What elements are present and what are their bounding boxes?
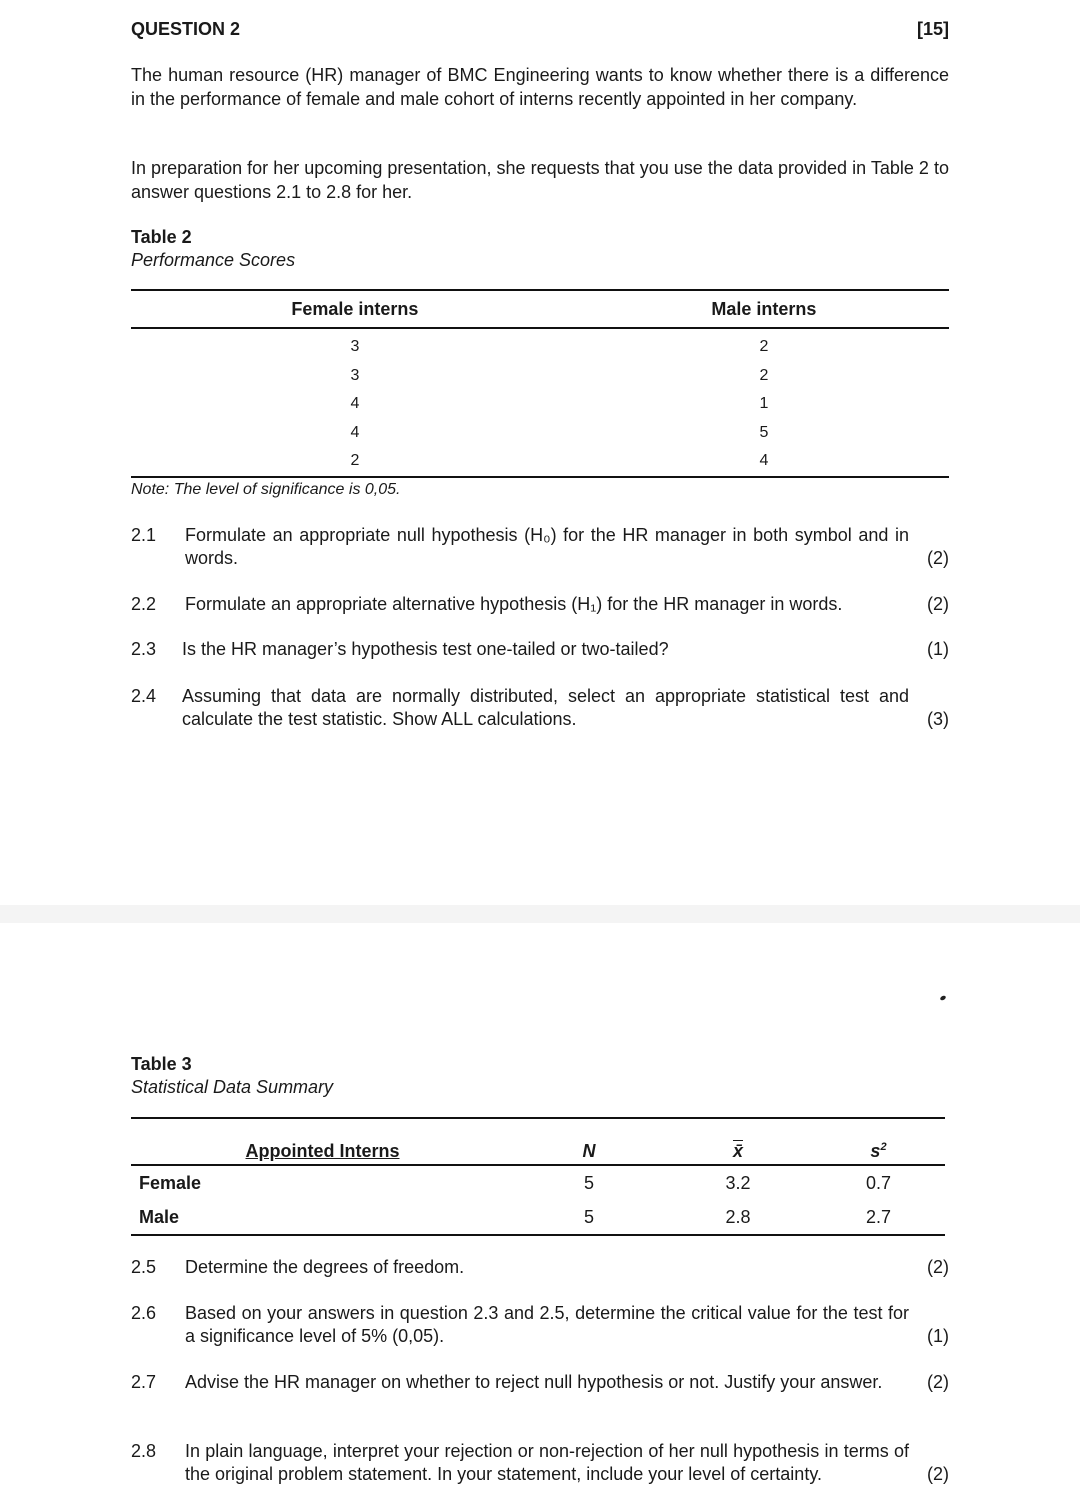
question-text: Formulate an appropriate alternative hypothesis (H₁) for the HR manager in words. <box>185 594 843 614</box>
table3-header-n: N <box>514 1118 664 1165</box>
question-marks: (2) <box>927 1257 949 1277</box>
question-item-2-7 <box>131 1371 949 1394</box>
question-text: Formulate an appropriate null hypothesis (H₀) for the HR manager in both symbol and in words. <box>185 525 909 568</box>
question-number: 2.3 <box>131 639 157 659</box>
table3-caption: Statistical Data Summary <box>131 1077 334 1097</box>
table-row <box>131 447 949 477</box>
table-row <box>131 419 949 448</box>
question-marks: (1) <box>927 639 949 659</box>
question-marks: (2) <box>927 594 949 614</box>
variance-symbol: s <box>870 1141 881 1161</box>
table2-header-female: Female interns <box>131 290 579 328</box>
question-text: Determine the degrees of freedom. <box>185 1257 465 1277</box>
table-cell: 2.8 <box>664 1200 812 1235</box>
table-cell: 2 <box>759 366 769 384</box>
statistical-summary-table <box>131 1117 945 1236</box>
table3-label: Table 3 <box>131 1054 192 1074</box>
question-number: 2.7 <box>131 1372 157 1392</box>
table-cell: Male <box>131 1200 514 1235</box>
table-row <box>131 1165 945 1200</box>
table-cell: 5 <box>583 1172 594 1193</box>
question-header <box>131 19 949 40</box>
question-item-2-1 <box>131 524 949 570</box>
question-item-2-4 <box>131 685 949 731</box>
table-cell: 2 <box>759 338 769 356</box>
question-marks: (2) <box>927 1372 949 1392</box>
performance-scores-table <box>131 289 949 478</box>
page-divider <box>0 905 1080 923</box>
question-number: 2.4 <box>131 686 157 706</box>
question-item-2-8 <box>131 1440 949 1486</box>
question-number: 2.2 <box>131 594 157 614</box>
table-cell: 4 <box>350 423 360 441</box>
question-marks: (2) <box>927 1464 949 1484</box>
table2-caption: Performance Scores <box>131 250 296 270</box>
question-text: In plain language, interpret your rejection or non-rejection of her null hypothesis in terms of the original problem statement. In your statement, include your level of certainty. <box>185 1441 909 1484</box>
table-cell: 5 <box>514 1200 664 1235</box>
table3-header-mean <box>664 1118 812 1165</box>
table-cell: 4 <box>579 447 949 477</box>
question-text: Assuming that data are normally distributed, select an appropriate statistical test and calculate the test statistic. Show ALL calculations. <box>182 686 909 729</box>
question-item-2-2 <box>131 593 949 616</box>
table2-label: Table 2 <box>131 227 192 247</box>
table-cell: Female <box>139 1172 202 1193</box>
mean-symbol: x̄ <box>732 1141 743 1161</box>
question-item-2-3 <box>131 638 949 661</box>
question-number: 2.8 <box>131 1441 157 1461</box>
question-number: 2.5 <box>131 1257 157 1277</box>
question-item-2-6 <box>131 1302 949 1348</box>
question-marks: (3) <box>927 709 949 729</box>
question-title: QUESTION 2 <box>131 19 241 39</box>
table-cell: 2 <box>131 447 579 477</box>
table3-header-group: Appointed Interns <box>131 1118 514 1165</box>
table2-label-block <box>131 226 295 272</box>
table-cell: 2.7 <box>812 1200 945 1235</box>
intro-paragraph-2: In preparation for her upcoming presentation, she requests that you use the data provided in Table 2 to answer questions 2.1 to 2.8 for her. <box>131 158 949 202</box>
table-cell: 5 <box>759 423 769 441</box>
table-cell: 1 <box>759 395 769 413</box>
table-cell: 0.7 <box>865 1172 892 1193</box>
question-marks: (2) <box>927 548 949 568</box>
table3-header-variance <box>812 1118 945 1165</box>
question-marks: (1) <box>927 1326 949 1346</box>
table3-label-block <box>131 1053 333 1099</box>
table-cell: 3.2 <box>725 1172 751 1193</box>
significance-note: Note: The level of significance is 0,05. <box>131 481 401 498</box>
table-row <box>131 328 949 362</box>
question-item-2-5 <box>131 1256 949 1279</box>
intro-paragraph-1: The human resource (HR) manager of BMC Engineering wants to know whether there is a difference in the performance of female and male cohort of interns recently appointed in her company. <box>131 65 949 109</box>
question-number: 2.6 <box>131 1303 157 1323</box>
table-row <box>131 362 949 391</box>
question-number: 2.1 <box>131 525 157 545</box>
question-text: Is the HR manager’s hypothesis test one-tailed or two-tailed? <box>182 639 669 659</box>
table-cell: 3 <box>350 366 360 384</box>
table-cell: 3 <box>350 338 360 356</box>
question-text: Advise the HR manager on whether to reject null hypothesis or not. Justify your answer. <box>185 1372 883 1392</box>
table-row <box>131 1200 945 1235</box>
question-total-marks: [15] <box>916 19 949 39</box>
variance-exponent: 2 <box>880 1141 887 1153</box>
table-row <box>131 390 949 419</box>
table2-header-male: Male interns <box>579 290 949 328</box>
ink-speck <box>939 995 946 1001</box>
question-text: Based on your answers in question 2.3 and 2.5, determine the critical value for the test for a significance level of 5% (0,05). <box>185 1303 909 1346</box>
table-cell: 4 <box>350 395 360 413</box>
